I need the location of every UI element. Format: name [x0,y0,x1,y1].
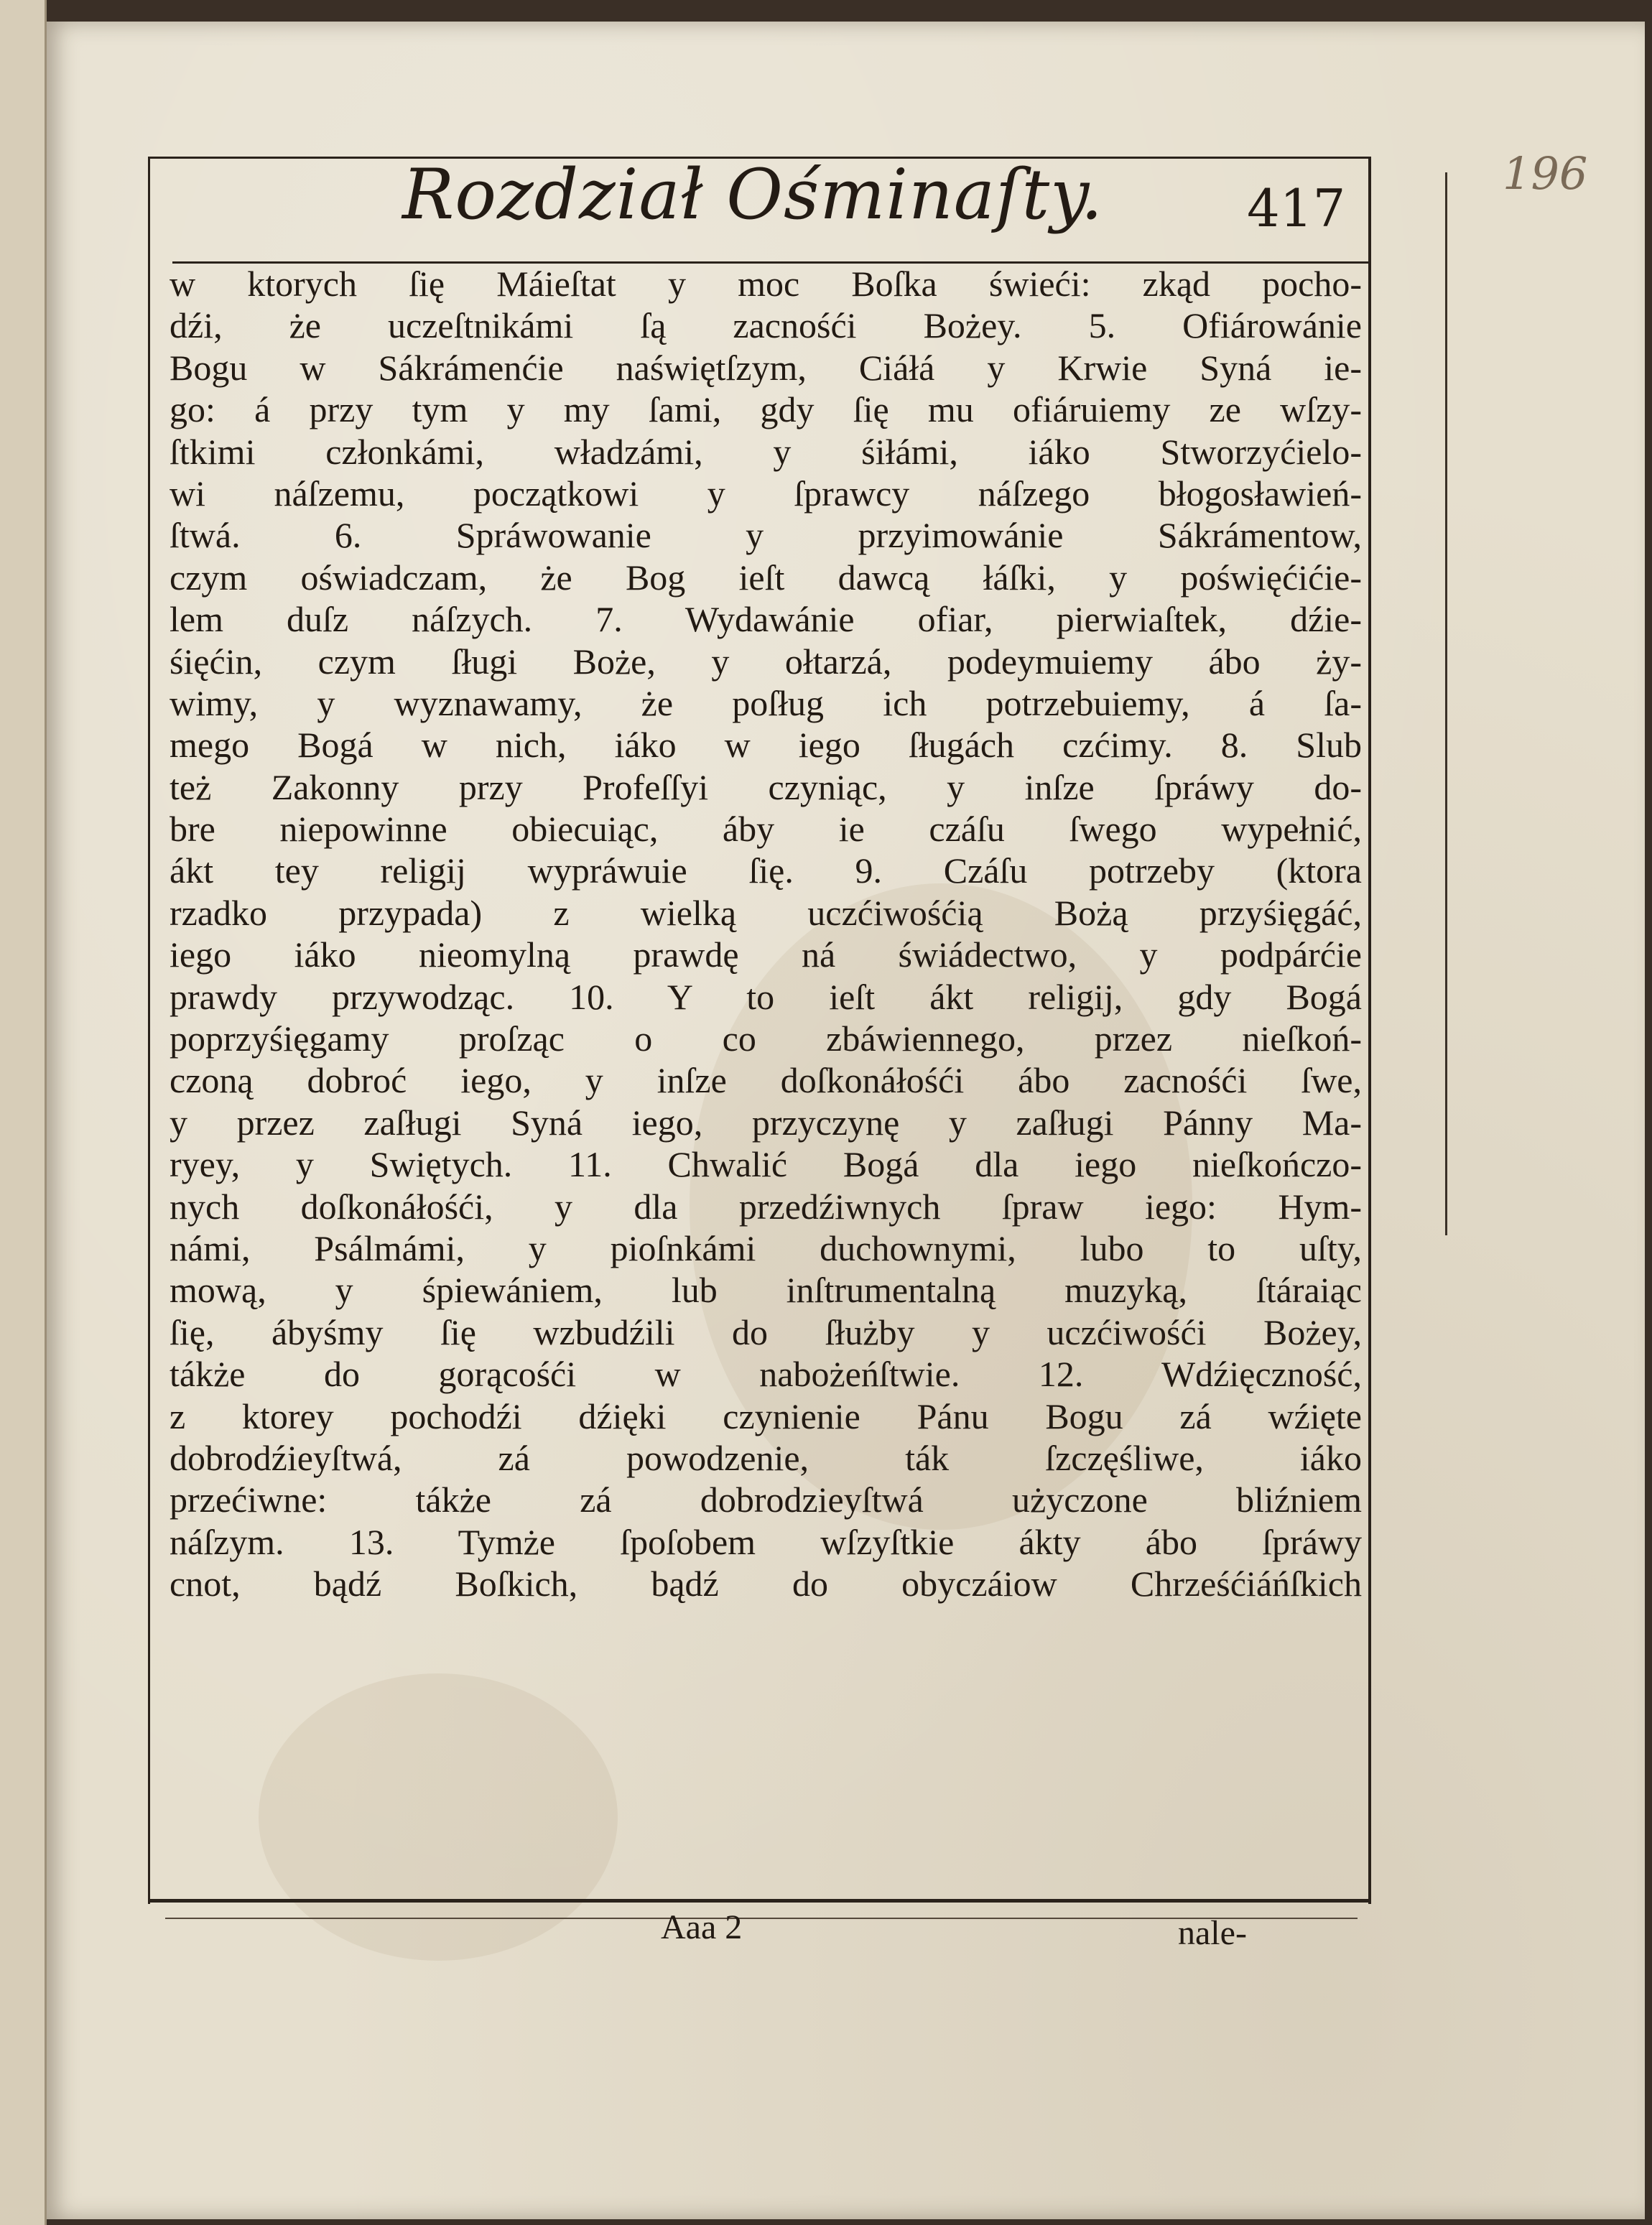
text-line: ryey, y Swiętych. 11. Chwalić Bogá dla iego nieſkończo- [170,1144,1362,1185]
outer-rule [1445,172,1447,1235]
text-line: bre niepowinne obiecuiąc, áby ie czáſu ſwego wypełnić, [170,809,1362,850]
text-line: czym oświadczam, że Bog ieſt dawcą łáſki, y poświęćićie- [170,557,1362,598]
text-line: ſtwá. 6. Spráwowanie y przyimowánie Sákrámentow, [170,515,1362,556]
text-line: prawdy przywodząc. 10. Y to ieſt ákt religij, gdy Bogá [170,976,1362,1017]
running-head: Rozdział Ośminaſty. [402,154,1104,235]
text-line: náſzym. 13. Tymże ſpoſobem wſzyſtkie ákty ábo ſpráwy [170,1521,1362,1562]
folio-annotation: 196 [1503,147,1588,200]
text-line: czoną dobroć iego, y inſze doſkonáłośći ábo zacnośći ſwe, [170,1060,1362,1101]
text-line: wimy, y wyznawamy, że poſług ich potrzebuiemy, á ſa- [170,682,1362,723]
text-line: námi, Psálmámi, y pioſnkámi duchownymi, lubo to uſty, [170,1227,1362,1268]
text-line: przećiwne: tákże zá dobrodzieyſtwá użyczone bliźniem [170,1480,1362,1520]
text-line: y przez zaſługi Syná iego, przyczynę y zaſługi Pánny Ma- [170,1102,1362,1143]
text-line: tákże do gorącośći w nabożeńſtwie. 12. Wdźięczność, [170,1354,1362,1395]
text-line: mową, y śpiewániem, lub inſtrumentalną muzyką, ſtáraiąc [170,1270,1362,1311]
bottom-rule [148,1899,1369,1903]
catchword: nale- [1178,1914,1247,1952]
text-line: rzadko przypada) z wielką uczćiwośćią Bożą przyśięgáć, [170,892,1362,933]
text-line: go: á przy tym y my ſami, gdy ſię mu ofiáruiemy ze wſzy- [170,389,1362,430]
text-line: śięćin, czym ſługi Boże, y ołtarzá, podeymuiemy ábo ży- [170,641,1362,682]
text-line: wi náſzemu, początkowi y ſprawcy náſzego błogosławień- [170,473,1362,514]
text-line: mego Bogá w nich, iáko w iego ſługách czćimy. 8. Slub [170,725,1362,766]
signature-mark: Aaa 2 [661,1908,743,1946]
text-line: ákt tey religij wypráwuie ſię. 9. Czáſu potrzeby (ktora [170,850,1362,891]
text-line: z ktorey pochodźi dźięki czynienie Pánu Bogu zá wźięte [170,1395,1362,1436]
text-line: lem duſz náſzych. 7. Wydawánie ofiar, pierwiaſtek, dźie- [170,599,1362,640]
text-line: dobrodźieyſtwá, zá powodzenie, ták ſzczęśliwe, iáko [170,1437,1362,1478]
text-line: Bogu w Sákrámenćie naświętſzym, Ciáłá y Krwie Syná ie- [170,347,1362,388]
text-line: też Zakonny przy Profeſſyi czyniąc, y inſze ſpráwy do- [170,766,1362,807]
body-text [170,263,1362,1605]
text-line: nych doſkonáłośći, y dla przedźiwnych ſpraw iego: Hym- [170,1186,1362,1227]
text-line: cnot, bądź Boſkich, bądź do obyczáiow Chrześćiáńſkich [170,1564,1362,1604]
page-number: 417 [1247,178,1346,238]
text-line: poprzyśięgamy proſząc o co zbáwiennego, przez nieſkoń- [170,1018,1362,1059]
text-line: dźi, że uczeſtnikámi ſą zacnośći Bożey. 5. Ofiárowánie [170,305,1362,346]
text-line: w ktorych ſię Máieſtat y moc Boſka świeći: zkąd pocho- [170,264,1362,304]
text-line: iego iáko nieomylną prawdę ná świádectwo, y podpárćie [170,934,1362,975]
previous-page-edge [0,0,47,2225]
text-line: ſtkimi członkámi, władzámi, y śiłámi, iáko Stworzyćielo- [170,431,1362,472]
text-line: ſię, ábyśmy ſię wzbudźili do ſłużby y uczćiwośći Bożey, [170,1311,1362,1352]
